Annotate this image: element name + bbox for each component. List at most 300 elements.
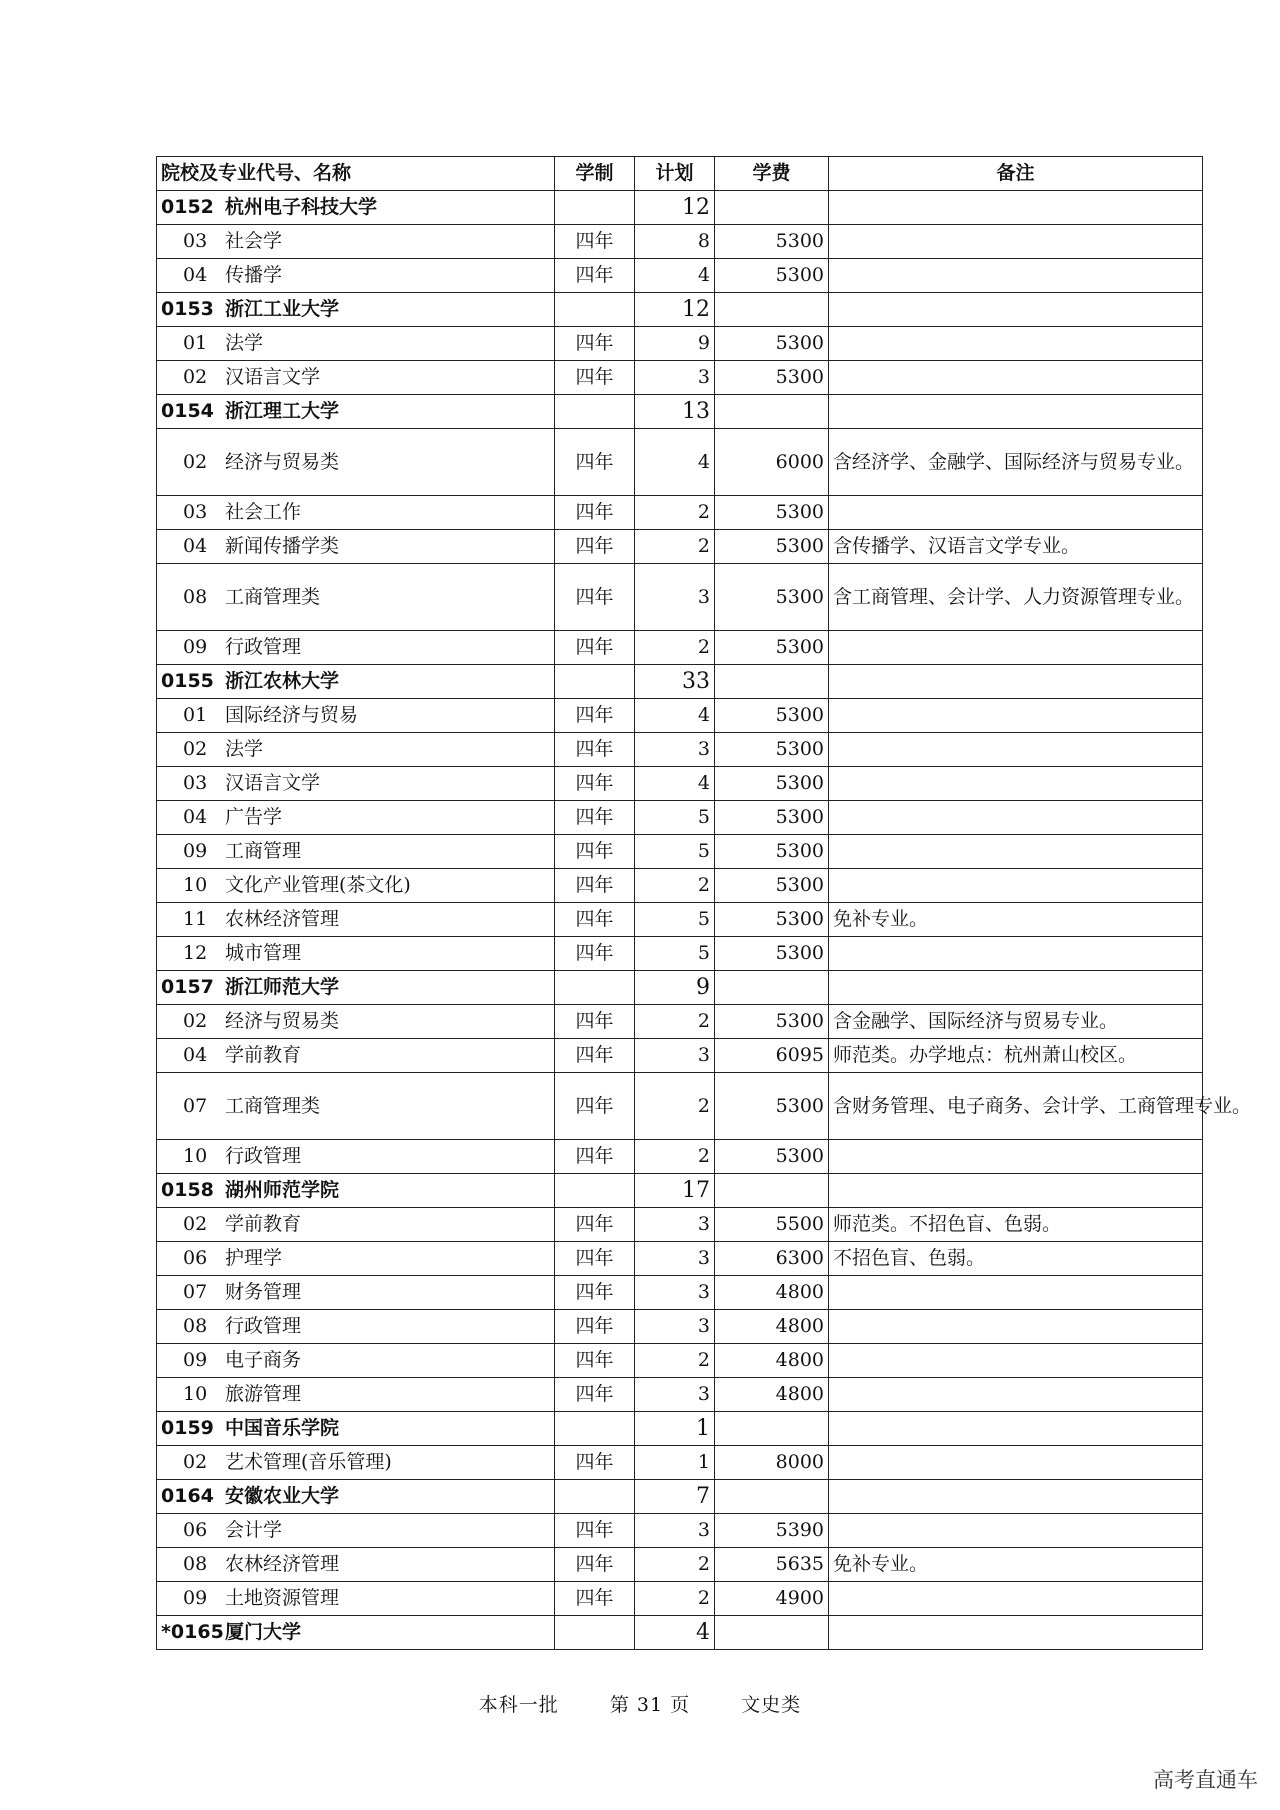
plan-cell: 3 xyxy=(635,1208,715,1242)
plan-cell: 3 xyxy=(635,1276,715,1310)
plan-cell: 9 xyxy=(635,971,715,1005)
school-name: 厦门大学 xyxy=(225,1621,302,1643)
note-cell xyxy=(829,1412,1203,1446)
years-cell xyxy=(555,293,635,327)
years-cell: 四年 xyxy=(555,903,635,937)
fee-cell: 4800 xyxy=(715,1378,829,1412)
note-cell xyxy=(829,1446,1203,1480)
fee-cell xyxy=(715,395,829,429)
note-cell xyxy=(829,327,1203,361)
school-row xyxy=(157,1174,1203,1208)
note-cell: 含财务管理、电子商务、会计学、工商管理专业。 xyxy=(829,1073,1203,1140)
note-cell xyxy=(829,293,1203,327)
major-name: 学前教育 xyxy=(225,1044,302,1066)
plan-cell: 3 xyxy=(635,1514,715,1548)
major-name-cell xyxy=(157,767,555,801)
table-body xyxy=(157,191,1252,1650)
years-cell: 四年 xyxy=(555,530,635,564)
major-code: 02 xyxy=(183,1451,208,1473)
school-code: *0165 xyxy=(161,1621,224,1643)
major-row xyxy=(157,225,1203,259)
note-cell xyxy=(829,225,1203,259)
major-name: 电子商务 xyxy=(225,1349,302,1371)
plan-cell: 3 xyxy=(635,1039,715,1073)
plan-cell: 8 xyxy=(635,225,715,259)
major-row xyxy=(157,1548,1203,1582)
major-name-cell xyxy=(157,801,555,835)
major-code: 02 xyxy=(183,1213,208,1235)
major-name-cell xyxy=(157,869,555,903)
major-name: 旅游管理 xyxy=(225,1383,302,1405)
years-cell xyxy=(555,191,635,225)
major-code: 08 xyxy=(183,1553,208,1575)
major-name: 经济与贸易类 xyxy=(225,450,340,473)
major-row xyxy=(157,530,1203,564)
major-row xyxy=(157,1208,1203,1242)
major-name-cell xyxy=(157,835,555,869)
major-name: 会计学 xyxy=(225,1519,283,1541)
fee-cell: 6000 xyxy=(715,429,829,496)
major-name-cell xyxy=(157,1208,555,1242)
note-cell: 免补专业。 xyxy=(829,903,1203,937)
note-cell xyxy=(829,1582,1203,1616)
note-cell xyxy=(829,1344,1203,1378)
plan-cell: 4 xyxy=(635,259,715,293)
school-name: 安徽农业大学 xyxy=(225,1485,340,1507)
major-row xyxy=(157,631,1203,665)
major-name-cell xyxy=(157,1276,555,1310)
major-row xyxy=(157,903,1203,937)
major-code: 09 xyxy=(183,1349,208,1371)
plan-cell: 3 xyxy=(635,1310,715,1344)
years-cell: 四年 xyxy=(555,259,635,293)
years-cell: 四年 xyxy=(555,564,635,631)
years-cell: 四年 xyxy=(555,1344,635,1378)
plan-cell: 4 xyxy=(635,767,715,801)
note-cell xyxy=(829,937,1203,971)
major-row xyxy=(157,1582,1203,1616)
school-code: 0154 xyxy=(161,400,214,422)
major-code: 02 xyxy=(183,366,208,388)
fee-cell: 5300 xyxy=(715,869,829,903)
major-code: 09 xyxy=(183,840,208,862)
note-cell xyxy=(829,1480,1203,1514)
plan-cell: 3 xyxy=(635,733,715,767)
fee-cell xyxy=(715,971,829,1005)
major-name: 社会学 xyxy=(225,230,283,252)
fee-cell: 5300 xyxy=(715,530,829,564)
major-name-cell xyxy=(157,225,555,259)
school-name-cell xyxy=(157,971,555,1005)
note-cell xyxy=(829,1276,1203,1310)
major-code: 04 xyxy=(183,264,208,286)
major-code: 04 xyxy=(183,1044,208,1066)
major-row xyxy=(157,1005,1203,1039)
fee-cell xyxy=(715,1412,829,1446)
plan-cell: 2 xyxy=(635,869,715,903)
fee-cell: 5300 xyxy=(715,1005,829,1039)
header-plan: 计划 xyxy=(635,157,715,191)
major-name: 农林经济管理 xyxy=(225,1553,340,1575)
years-cell: 四年 xyxy=(555,1208,635,1242)
note-cell xyxy=(829,971,1203,1005)
major-code: 06 xyxy=(183,1519,208,1541)
years-cell: 四年 xyxy=(555,1039,635,1073)
plan-cell: 2 xyxy=(635,1582,715,1616)
note-cell: 含传播学、汉语言文学专业。 xyxy=(829,530,1203,564)
major-name-cell xyxy=(157,631,555,665)
years-cell xyxy=(555,1412,635,1446)
major-name: 城市管理 xyxy=(225,942,302,964)
note-cell xyxy=(829,631,1203,665)
note-cell xyxy=(829,1174,1203,1208)
years-cell: 四年 xyxy=(555,767,635,801)
note-cell xyxy=(829,869,1203,903)
school-row xyxy=(157,191,1203,225)
major-name: 财务管理 xyxy=(225,1281,302,1303)
years-cell xyxy=(555,395,635,429)
major-name-cell xyxy=(157,903,555,937)
major-code: 12 xyxy=(183,942,208,964)
school-code: 0159 xyxy=(161,1417,214,1439)
years-cell: 四年 xyxy=(555,429,635,496)
note-cell: 师范类。不招色盲、色弱。 xyxy=(829,1208,1203,1242)
years-cell: 四年 xyxy=(555,1005,635,1039)
note-cell: 含金融学、国际经济与贸易专业。 xyxy=(829,1005,1203,1039)
fee-cell: 5300 xyxy=(715,631,829,665)
plan-cell: 12 xyxy=(635,191,715,225)
school-code: 0158 xyxy=(161,1179,214,1201)
fee-cell: 5300 xyxy=(715,733,829,767)
major-name: 学前教育 xyxy=(225,1213,302,1235)
major-name-cell xyxy=(157,733,555,767)
major-name-cell xyxy=(157,1378,555,1412)
years-cell: 四年 xyxy=(555,1073,635,1140)
years-cell: 四年 xyxy=(555,1378,635,1412)
major-name-cell xyxy=(157,327,555,361)
school-name: 中国音乐学院 xyxy=(225,1417,340,1439)
major-code: 10 xyxy=(183,1383,208,1405)
major-name: 工商管理 xyxy=(225,840,302,862)
major-row xyxy=(157,429,1203,496)
header-years: 学制 xyxy=(555,157,635,191)
major-name: 新闻传播学类 xyxy=(225,535,340,557)
note-cell xyxy=(829,835,1203,869)
major-row xyxy=(157,1242,1203,1276)
years-cell: 四年 xyxy=(555,327,635,361)
years-cell: 四年 xyxy=(555,225,635,259)
note-cell xyxy=(829,395,1203,429)
major-row xyxy=(157,496,1203,530)
major-code: 03 xyxy=(183,230,208,252)
page-footer xyxy=(0,1690,1280,1717)
fee-cell xyxy=(715,665,829,699)
school-row xyxy=(157,1412,1203,1446)
fee-cell xyxy=(715,1616,829,1650)
note-cell xyxy=(829,496,1203,530)
plan-cell: 1 xyxy=(635,1446,715,1480)
plan-cell: 2 xyxy=(635,496,715,530)
note-cell xyxy=(829,1310,1203,1344)
years-cell: 四年 xyxy=(555,1514,635,1548)
major-row xyxy=(157,1140,1203,1174)
major-name: 法学 xyxy=(225,332,264,354)
major-code: 01 xyxy=(183,704,208,726)
note-cell: 不招色盲、色弱。 xyxy=(829,1242,1203,1276)
plan-cell: 4 xyxy=(635,699,715,733)
fee-cell: 5300 xyxy=(715,1073,829,1140)
major-name: 护理学 xyxy=(225,1247,283,1269)
school-name-cell xyxy=(157,395,555,429)
plan-cell: 5 xyxy=(635,801,715,835)
major-name-cell xyxy=(157,1310,555,1344)
note-cell xyxy=(829,665,1203,699)
plan-cell: 33 xyxy=(635,665,715,699)
major-name: 艺术管理(音乐管理) xyxy=(225,1451,392,1473)
school-name-cell xyxy=(157,665,555,699)
major-name-cell xyxy=(157,564,555,631)
footer-batch: 本科一批 xyxy=(478,1694,559,1716)
major-name: 行政管理 xyxy=(225,1315,302,1337)
years-cell: 四年 xyxy=(555,1310,635,1344)
school-name-cell xyxy=(157,1412,555,1446)
plan-cell: 2 xyxy=(635,530,715,564)
major-row xyxy=(157,801,1203,835)
plan-cell: 5 xyxy=(635,835,715,869)
major-row xyxy=(157,1446,1203,1480)
major-row xyxy=(157,1514,1203,1548)
major-code: 10 xyxy=(183,874,208,896)
major-name: 行政管理 xyxy=(225,1145,302,1167)
school-row xyxy=(157,293,1203,327)
school-name: 湖州师范学院 xyxy=(225,1179,340,1201)
school-name-cell xyxy=(157,1616,555,1650)
note-cell xyxy=(829,1616,1203,1650)
note-cell xyxy=(829,361,1203,395)
note-cell xyxy=(829,191,1203,225)
major-name-cell xyxy=(157,429,555,496)
plan-cell: 5 xyxy=(635,937,715,971)
header-name: 院校及专业代号、名称 xyxy=(157,157,555,191)
school-name-cell xyxy=(157,1174,555,1208)
plan-cell: 2 xyxy=(635,1344,715,1378)
table-header-row xyxy=(157,157,1203,191)
school-name: 浙江农林大学 xyxy=(225,670,340,692)
fee-cell: 5300 xyxy=(715,937,829,971)
major-name: 社会工作 xyxy=(225,501,302,523)
years-cell: 四年 xyxy=(555,496,635,530)
school-name: 浙江理工大学 xyxy=(225,400,340,422)
footer-category: 文史类 xyxy=(741,1694,802,1716)
major-row xyxy=(157,733,1203,767)
years-cell: 四年 xyxy=(555,1582,635,1616)
plan-cell: 12 xyxy=(635,293,715,327)
note-cell: 师范类。办学地点：杭州萧山校区。 xyxy=(829,1039,1203,1073)
major-name-cell xyxy=(157,496,555,530)
years-cell: 四年 xyxy=(555,801,635,835)
years-cell: 四年 xyxy=(555,869,635,903)
school-row xyxy=(157,665,1203,699)
major-name: 土地资源管理 xyxy=(225,1587,340,1609)
fee-cell: 5300 xyxy=(715,496,829,530)
header-fee: 学费 xyxy=(715,157,829,191)
years-cell xyxy=(555,1616,635,1650)
school-code: 0164 xyxy=(161,1485,214,1507)
major-name: 广告学 xyxy=(225,806,283,828)
major-code: 07 xyxy=(183,1094,208,1117)
major-code: 02 xyxy=(183,738,208,760)
note-cell xyxy=(829,1140,1203,1174)
fee-cell xyxy=(715,1480,829,1514)
fee-cell: 4900 xyxy=(715,1582,829,1616)
major-code: 03 xyxy=(183,501,208,523)
major-code: 02 xyxy=(183,1010,208,1032)
note-cell: 含经济学、金融学、国际经济与贸易专业。 xyxy=(829,429,1203,496)
major-name-cell xyxy=(157,1242,555,1276)
fee-cell: 5300 xyxy=(715,225,829,259)
plan-cell: 2 xyxy=(635,631,715,665)
major-name: 文化产业管理(茶文化) xyxy=(225,874,411,896)
major-row xyxy=(157,1344,1203,1378)
major-row xyxy=(157,1378,1203,1412)
plan-cell: 2 xyxy=(635,1140,715,1174)
major-name-cell xyxy=(157,1582,555,1616)
school-name-cell xyxy=(157,191,555,225)
major-code: 04 xyxy=(183,806,208,828)
plan-cell: 9 xyxy=(635,327,715,361)
years-cell: 四年 xyxy=(555,1446,635,1480)
major-code: 09 xyxy=(183,1587,208,1609)
major-code: 07 xyxy=(183,1281,208,1303)
major-name-cell xyxy=(157,1514,555,1548)
school-code: 0153 xyxy=(161,298,214,320)
years-cell: 四年 xyxy=(555,835,635,869)
fee-cell xyxy=(715,1174,829,1208)
plan-cell: 7 xyxy=(635,1480,715,1514)
years-cell: 四年 xyxy=(555,1548,635,1582)
major-row xyxy=(157,835,1203,869)
major-name: 工商管理类 xyxy=(225,585,321,608)
major-row xyxy=(157,699,1203,733)
fee-cell: 5300 xyxy=(715,361,829,395)
note-cell xyxy=(829,801,1203,835)
fee-cell xyxy=(715,191,829,225)
major-row xyxy=(157,767,1203,801)
school-row xyxy=(157,971,1203,1005)
major-name-cell xyxy=(157,1140,555,1174)
plan-cell: 4 xyxy=(635,1616,715,1650)
major-name: 法学 xyxy=(225,738,264,760)
fee-cell: 5300 xyxy=(715,1140,829,1174)
note-cell xyxy=(829,1378,1203,1412)
major-code: 03 xyxy=(183,772,208,794)
fee-cell: 5300 xyxy=(715,835,829,869)
fee-cell: 5300 xyxy=(715,699,829,733)
major-code: 04 xyxy=(183,535,208,557)
enrollment-plan-table xyxy=(156,156,1252,1650)
major-row xyxy=(157,937,1203,971)
school-code: 0155 xyxy=(161,670,214,692)
note-cell: 含工商管理、会计学、人力资源管理专业。 xyxy=(829,564,1203,631)
fee-cell: 5635 xyxy=(715,1548,829,1582)
major-code: 09 xyxy=(183,636,208,658)
major-code: 02 xyxy=(183,450,208,473)
major-name: 汉语言文学 xyxy=(225,366,321,388)
major-code: 08 xyxy=(183,585,208,608)
fee-cell: 4800 xyxy=(715,1276,829,1310)
major-code: 01 xyxy=(183,332,208,354)
note-cell xyxy=(829,699,1203,733)
school-row xyxy=(157,395,1203,429)
years-cell: 四年 xyxy=(555,361,635,395)
fee-cell: 6095 xyxy=(715,1039,829,1073)
note-cell xyxy=(829,1514,1203,1548)
plan-cell: 2 xyxy=(635,1005,715,1039)
major-code: 11 xyxy=(183,908,208,930)
school-name: 浙江师范大学 xyxy=(225,976,340,998)
major-name-cell xyxy=(157,1039,555,1073)
plan-cell: 3 xyxy=(635,1242,715,1276)
major-row xyxy=(157,327,1203,361)
fee-cell: 5300 xyxy=(715,903,829,937)
major-name: 经济与贸易类 xyxy=(225,1010,340,1032)
note-cell xyxy=(829,259,1203,293)
plan-cell: 4 xyxy=(635,429,715,496)
major-name-cell xyxy=(157,259,555,293)
fee-cell: 5300 xyxy=(715,327,829,361)
note-cell xyxy=(829,733,1203,767)
major-row xyxy=(157,1310,1203,1344)
school-name-cell xyxy=(157,293,555,327)
fee-cell xyxy=(715,293,829,327)
school-row xyxy=(157,1480,1203,1514)
plan-cell: 3 xyxy=(635,1378,715,1412)
plan-cell: 2 xyxy=(635,1548,715,1582)
school-name-cell xyxy=(157,1480,555,1514)
school-code: 0157 xyxy=(161,976,214,998)
footer-page: 第 31 页 xyxy=(609,1694,691,1716)
fee-cell: 5390 xyxy=(715,1514,829,1548)
major-row xyxy=(157,1073,1203,1140)
years-cell: 四年 xyxy=(555,1140,635,1174)
plan-cell: 3 xyxy=(635,564,715,631)
fee-cell: 5300 xyxy=(715,564,829,631)
years-cell xyxy=(555,1174,635,1208)
years-cell: 四年 xyxy=(555,1276,635,1310)
years-cell: 四年 xyxy=(555,631,635,665)
major-name-cell xyxy=(157,1005,555,1039)
fee-cell: 6300 xyxy=(715,1242,829,1276)
major-row xyxy=(157,1276,1203,1310)
school-name: 杭州电子科技大学 xyxy=(225,196,378,218)
major-row xyxy=(157,259,1203,293)
school-row xyxy=(157,1616,1203,1650)
school-name: 浙江工业大学 xyxy=(225,298,340,320)
header-note: 备注 xyxy=(829,157,1203,191)
major-name: 传播学 xyxy=(225,264,283,286)
note-cell xyxy=(829,767,1203,801)
major-code: 06 xyxy=(183,1247,208,1269)
major-name-cell xyxy=(157,699,555,733)
fee-cell: 5500 xyxy=(715,1208,829,1242)
major-name-cell xyxy=(157,530,555,564)
years-cell xyxy=(555,665,635,699)
plan-cell: 2 xyxy=(635,1073,715,1140)
major-name-cell xyxy=(157,1073,555,1140)
major-name-cell xyxy=(157,361,555,395)
years-cell: 四年 xyxy=(555,733,635,767)
major-row xyxy=(157,869,1203,903)
